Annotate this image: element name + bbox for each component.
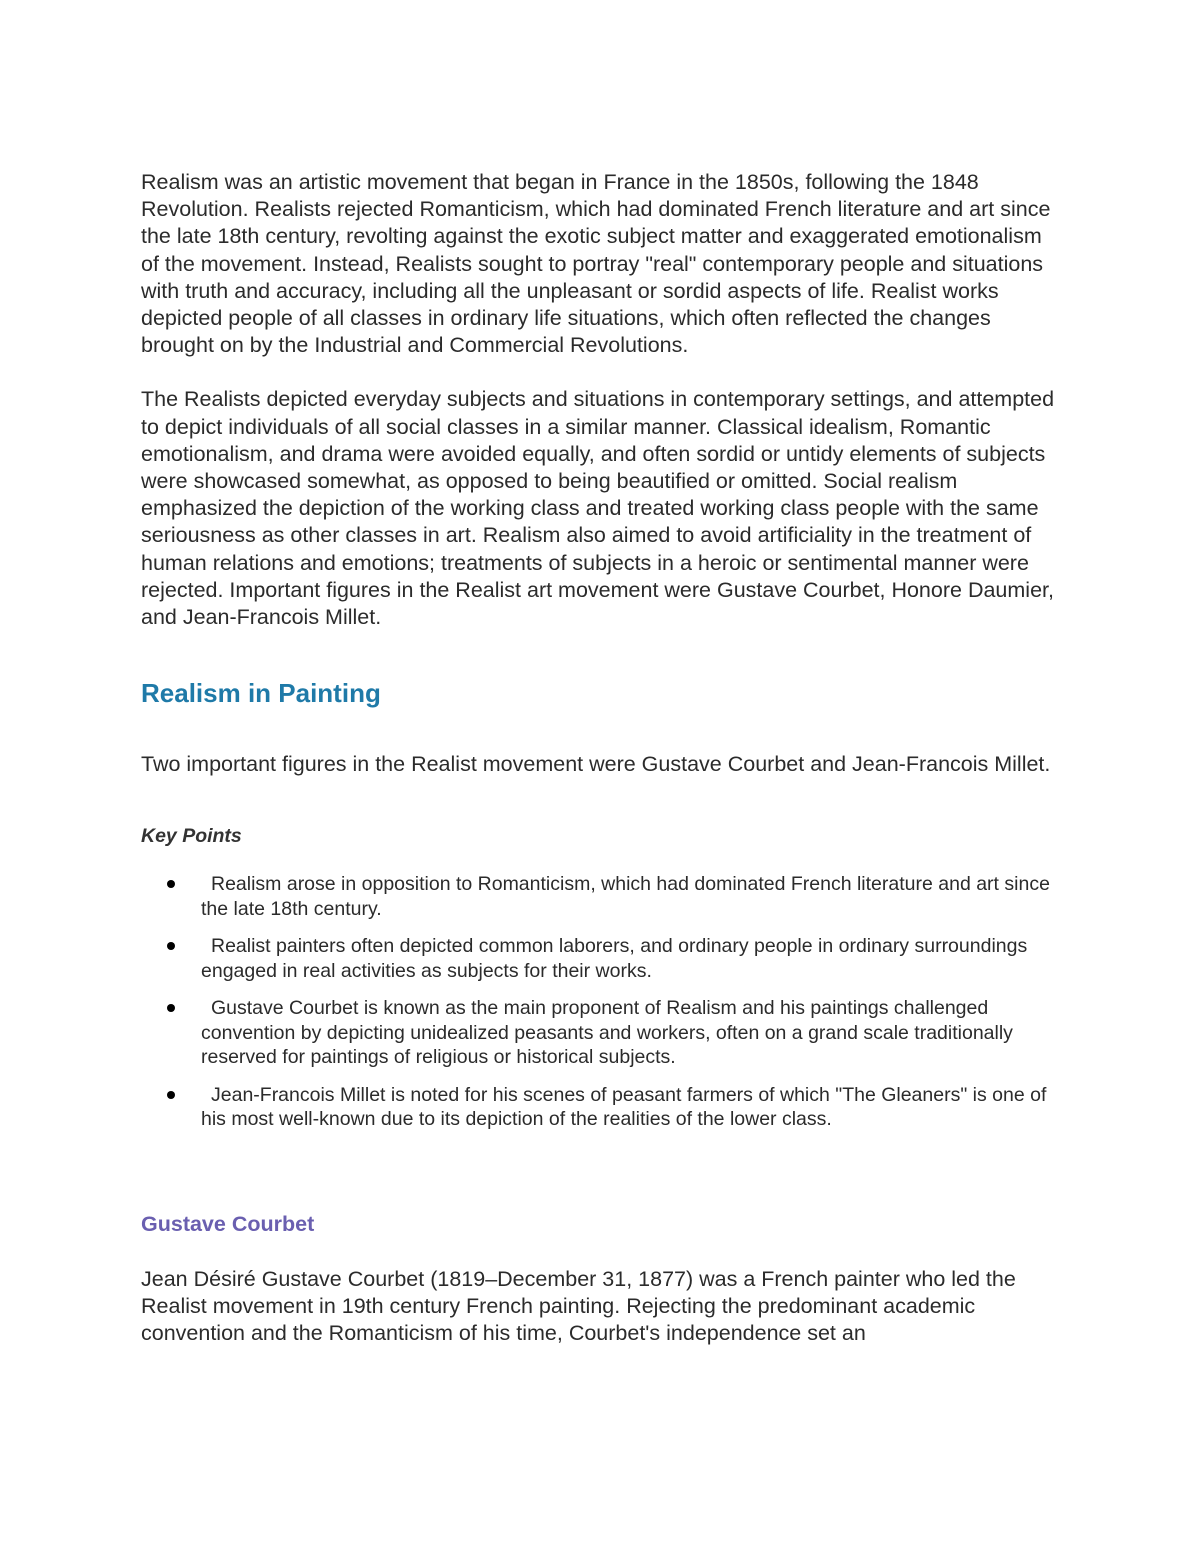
bullet-icon xyxy=(167,880,175,888)
key-points-heading: Key Points xyxy=(141,825,242,848)
key-point-text: Realism arose in opposition to Romanticism, which had dominated French literature and art since the late 18th century. xyxy=(201,873,1050,920)
bullet-icon xyxy=(167,942,175,950)
list-item xyxy=(141,872,1061,921)
courbet-paragraph: Jean Désiré Gustave Courbet (1819–December 31, 1877) was a French painter who led the Realist movement in 19th century French painting. Rejecting the predominant academic convention and the Romanticism of his time, Courbet's independence set an xyxy=(141,1266,1016,1346)
intro-paragraph-1: Realism was an artistic movement that began in France in the 1850s, following the 1848 Revolution. Realists rejected Romanticism, which had dominated French literature and art since the late 18th century, revolting against the exotic subject matter and exaggerated emotionalism of the movement. Instead, Realists sought to portray "real" contemporary people and situations with truth and accuracy, including all the unpleasant or sordid aspects of life. Realist works depicted people of all classes in ordinary life situations, which often reflected the changes brought on by the Industrial and Commercial Revolutions. xyxy=(141,170,1051,358)
realism-in-painting-heading: Realism in Painting xyxy=(141,678,381,709)
intro-paragraph-2: The Realists depicted everyday subjects and situations in contemporary settings, and attempted to depict individuals of all social classes in a similar manner. Classical idealism, Romantic emotionalism, and drama were avoided equally, and often sordid or untidy elements of subjects were showcased somewhat, as opposed to being beautified or omitted. Social realism emphasized the depiction of the working class and treated working class people with the same seriousness as other classes in art. Realism also aimed to avoid artificiality in the treatment of human relations and emotions; treatments of subjects in a heroic or sentimental manner were rejected. Important figures in the Realist art movement were Gustave Courbet, Honore Daumier, and Jean-Francois Millet. xyxy=(141,387,1055,630)
painting-paragraph: Two important figures in the Realist movement were Gustave Courbet and Jean-Francois Millet. xyxy=(141,752,1051,777)
list-item xyxy=(141,996,1061,1070)
key-points-list xyxy=(141,872,1061,1132)
bullet-icon xyxy=(167,1091,175,1099)
key-point-text: Realist painters often depicted common laborers, and ordinary people in ordinary surroundings engaged in real activities as subjects for their works. xyxy=(201,935,1028,982)
gustave-courbet-heading: Gustave Courbet xyxy=(141,1211,315,1236)
list-item xyxy=(141,1083,1061,1132)
list-item xyxy=(141,934,1061,983)
document-body xyxy=(141,169,1061,1348)
bullet-icon xyxy=(167,1004,175,1012)
key-point-text: Gustave Courbet is known as the main proponent of Realism and his paintings challenged convention by depicting unidealized peasants and workers, often on a grand scale traditionally reserved for paintings of religious or historical subjects. xyxy=(201,997,1013,1069)
key-point-text: Jean-Francois Millet is noted for his scenes of peasant farmers of which "The Gleaners" is one of his most well-known due to its depiction of the realities of the lower class. xyxy=(201,1083,1047,1131)
